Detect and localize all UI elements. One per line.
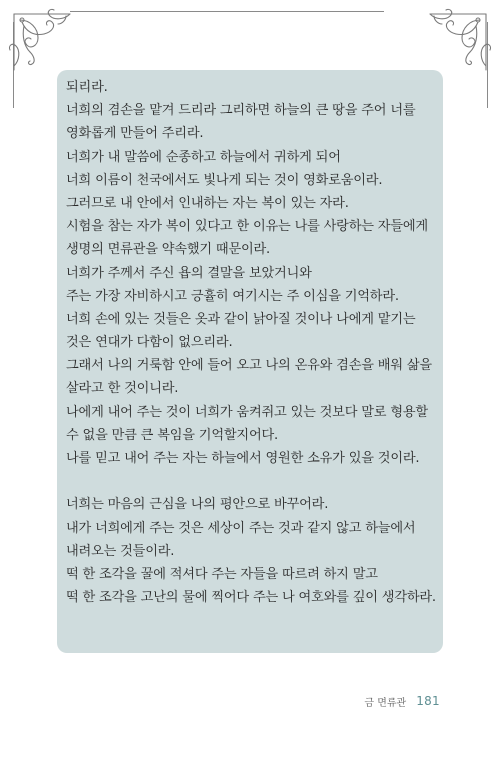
body-line: 시험을 참는 자가 복이 있다고 한 이유는 나를 사랑하는 자들에게 [66, 219, 428, 235]
body-line: 살라고 한 것이니라. [66, 381, 179, 397]
top-right-flourish-icon [402, 6, 492, 76]
body-line: 되리라. [66, 80, 108, 95]
body-line: 너희 손에 있는 것들은 옷과 같이 낡아질 것이나 나에게 맡기는 [66, 311, 416, 327]
body-line: 그러므로 내 안에서 인내하는 자는 복이 있는 자라. [66, 195, 349, 211]
body-line: 나에게 내어 주는 것이 너희가 움켜쥐고 있는 것보다 말로 형용할 [66, 404, 428, 420]
body-line: 떡 한 조각을 고난의 물에 찍어다 주는 나 여호와를 깊이 생각하라. [66, 590, 436, 606]
body-line: 영화롭게 만들어 주리라. [66, 126, 204, 142]
body-line: 그래서 나의 거룩함 안에 들어 오고 나의 온유와 겸손을 배워 삶을 [66, 358, 432, 374]
paragraph-break [66, 470, 437, 493]
body-line: 주는 가장 자비하시고 긍휼히 여기시는 주 이심을 기억하라. [66, 288, 399, 304]
frame-line-top [70, 11, 384, 12]
body-line: 내려오는 것들이라. [66, 543, 175, 559]
body-line: 너희가 내 말씀에 순종하고 하늘에서 귀하게 되어 [66, 149, 341, 165]
body-text [66, 76, 437, 609]
body-line: 너희는 마음의 근심을 나의 평안으로 바꾸어라. [66, 497, 329, 513]
top-left-flourish-icon [8, 6, 98, 76]
body-line: 너희가 주께서 주신 욥의 결말을 보았거니와 [66, 265, 312, 281]
body-line: 것은 연대가 다함이 없으리라. [66, 335, 233, 351]
body-line: 나를 믿고 내어 주는 자는 하늘에서 영원한 소유가 있을 것이라. [66, 451, 420, 466]
body-line: 떡 한 조각을 꿀에 적셔다 주는 자들을 따르려 하지 말고 [66, 566, 378, 582]
body-line: 수 없을 만큼 큰 복임을 기억할지어다. [66, 427, 279, 443]
page-number: 181 [416, 694, 440, 708]
body-line: 생명의 면류관을 약속했기 때문이라. [66, 242, 271, 258]
body-line: 내가 너희에게 주는 것은 세상이 주는 것과 같지 않고 하늘에서 [66, 520, 416, 536]
page-footer [330, 692, 440, 710]
book-title: 금 면류관 [364, 697, 407, 709]
body-line: 너희 이름이 천국에서도 빛나게 되는 것이 영화로움이라. [66, 172, 383, 188]
body-line: 너희의 겸손을 맡겨 드리라 그리하면 하늘의 큰 땅을 주어 너를 [66, 103, 416, 119]
scripture-text-box [57, 70, 443, 653]
